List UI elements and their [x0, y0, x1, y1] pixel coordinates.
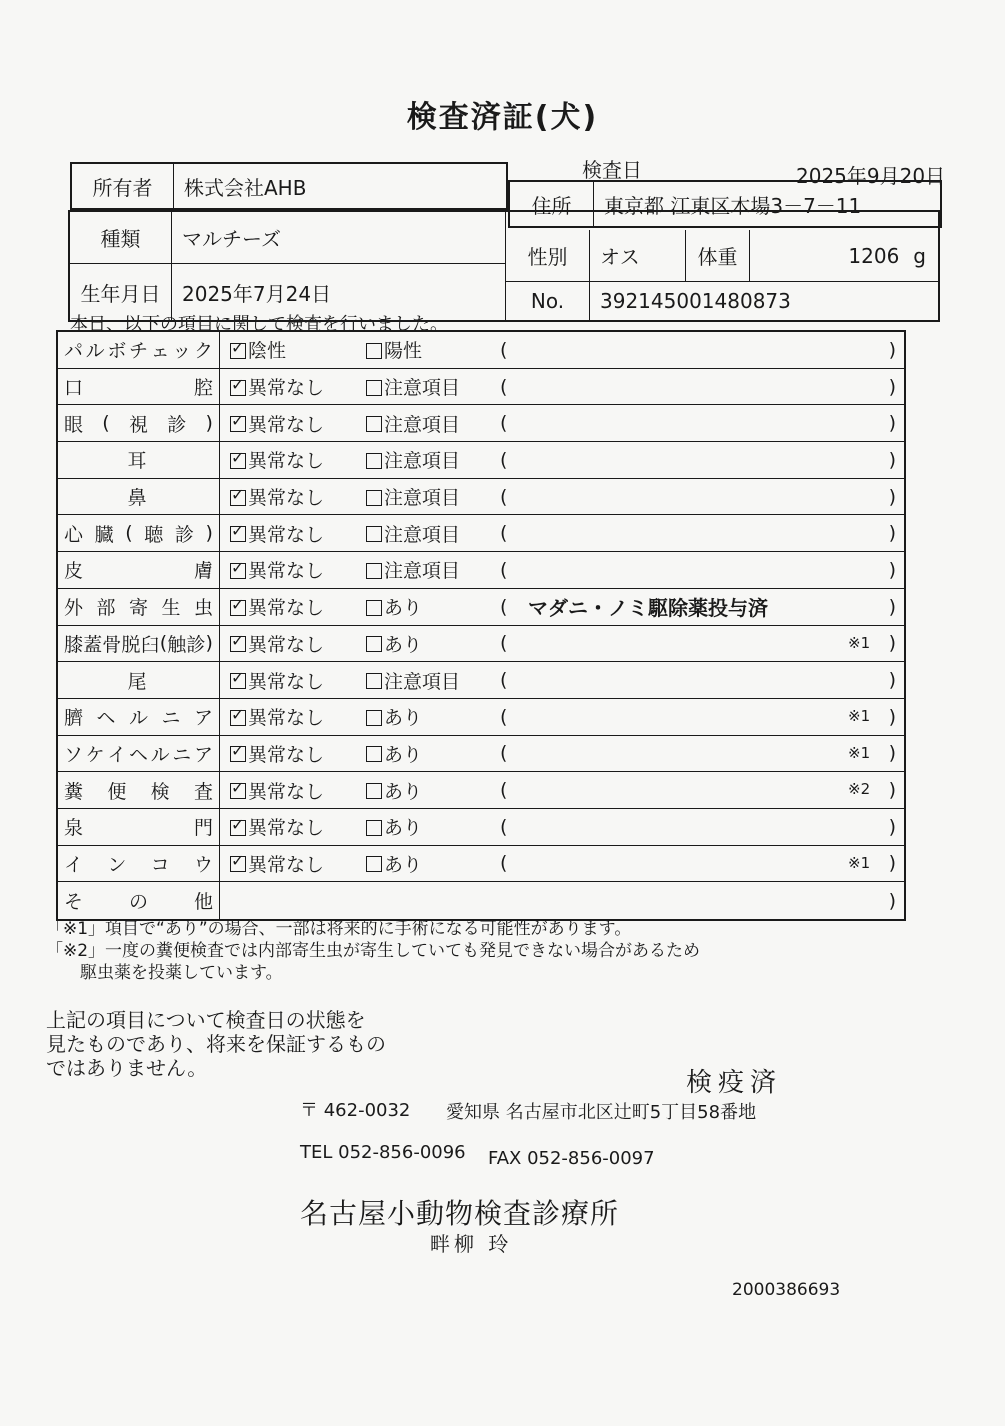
remark-paren-open: (	[500, 448, 508, 471]
exam-row	[58, 442, 904, 479]
exam-option-normal-label: 異常なし	[248, 707, 325, 730]
pet-info-box	[68, 210, 940, 322]
remark-paren-open: (	[500, 815, 508, 838]
breed-value: マルチーズ	[172, 212, 506, 264]
checkbox-checked-icon[interactable]	[230, 380, 246, 396]
remark-paren-close: )	[888, 632, 896, 655]
exam-item-label: 泉 門	[58, 809, 220, 845]
owner-value: 株式会社AHB	[184, 175, 307, 200]
checkbox-checked-icon[interactable]	[230, 416, 246, 432]
exam-item-label: 眼 ( 視 診 )	[58, 405, 220, 441]
exam-option-abnormal[interactable]	[366, 405, 460, 441]
exam-option-normal[interactable]	[230, 552, 324, 588]
checkbox-checked-icon[interactable]	[230, 746, 246, 762]
exam-option-abnormal-label: あり	[384, 743, 423, 766]
exam-option-normal[interactable]	[230, 589, 324, 625]
checkbox-empty-icon[interactable]	[366, 710, 382, 726]
exam-option-normal[interactable]	[230, 736, 324, 772]
exam-row	[58, 552, 904, 589]
checkbox-checked-icon[interactable]	[230, 710, 246, 726]
checkbox-checked-icon[interactable]	[230, 490, 246, 506]
birth-label: 生年月日	[70, 264, 172, 320]
footnote-mark: ※1	[848, 743, 871, 762]
exam-option-abnormal-label: 注意項目	[384, 377, 461, 400]
address-label: 住所	[510, 182, 594, 226]
remark-paren-close: )	[888, 889, 896, 912]
exam-option-abnormal-label: 注意項目	[384, 487, 461, 510]
exam-option-normal[interactable]	[230, 809, 324, 845]
remark-paren-open: (	[500, 485, 508, 508]
remark-paren-close: )	[888, 815, 896, 838]
checkbox-checked-icon[interactable]	[230, 673, 246, 689]
exam-option-normal-label: 異常なし	[248, 413, 325, 436]
postal-code: 〒 462-0032	[300, 1100, 411, 1121]
exam-option-normal[interactable]	[230, 515, 324, 551]
exam-item-label: 膝 蓋 骨 脱 臼 ( 触 診 )	[58, 626, 220, 662]
checkbox-empty-icon[interactable]	[366, 453, 382, 469]
exam-option-normal[interactable]	[230, 772, 324, 808]
checkbox-checked-icon[interactable]	[230, 820, 246, 836]
remark-paren-open: (	[500, 852, 508, 875]
exam-option-abnormal-label: あり	[384, 780, 423, 803]
footnote-2: 「※2」一度の糞便検査では内部寄生虫が寄生していても発見できない場合があるため	[46, 941, 701, 961]
exam-option-normal[interactable]	[230, 479, 324, 515]
exam-option-abnormal[interactable]	[366, 479, 460, 515]
exam-item-label: 皮 膚	[58, 552, 220, 588]
checkbox-checked-icon[interactable]	[230, 343, 246, 359]
exam-option-normal-label: 異常なし	[248, 597, 325, 620]
exam-row	[58, 515, 904, 552]
checkbox-empty-icon[interactable]	[366, 856, 382, 872]
footnote-mark: ※2	[848, 780, 871, 799]
address-value: 東京都 江東区木場3－7－11	[604, 193, 862, 218]
exam-item-label: 外 部 寄 生 虫	[58, 589, 220, 625]
exam-option-normal-label: 異常なし	[248, 523, 325, 546]
number-value: 392145001480873	[600, 289, 791, 313]
exam-item-label: ソ ケ イ ヘ ル ニ ア	[58, 736, 220, 772]
exam-row	[58, 405, 904, 442]
checkbox-checked-icon[interactable]	[230, 453, 246, 469]
owner-box	[70, 162, 508, 210]
exam-option-normal[interactable]	[230, 626, 324, 662]
remark-paren-close: )	[888, 338, 896, 361]
remark-paren-close: )	[888, 448, 896, 471]
exam-date-value: 2025年9月20日	[796, 164, 946, 188]
disclaimer	[46, 1008, 386, 1080]
remark-paren-close: )	[888, 522, 896, 545]
exam-option-normal[interactable]	[230, 332, 286, 368]
exam-option-abnormal[interactable]	[366, 332, 422, 368]
footnote-mark: ※1	[848, 633, 871, 652]
checkbox-checked-icon[interactable]	[230, 856, 246, 872]
exam-option-normal-label: 異常なし	[248, 633, 325, 656]
checkbox-checked-icon[interactable]	[230, 526, 246, 542]
exam-option-normal-label: 異常なし	[248, 450, 325, 473]
exam-item-label: 心 臓 ( 聴 診 )	[58, 515, 220, 551]
exam-row	[58, 662, 904, 699]
footnote-1: 「※1」項目で“あり”の場合、一部は将来的に手術になる可能性があります。	[46, 919, 632, 939]
exam-option-abnormal[interactable]	[366, 736, 422, 772]
clinic-name: 名古屋小動物検査診療所	[300, 1197, 620, 1230]
exam-option-abnormal-label: あり	[384, 707, 423, 730]
exam-option-normal[interactable]	[230, 442, 324, 478]
disclaimer-line-2: 見たものであり、将来を保証するもの	[46, 1032, 386, 1056]
remark-paren-close: )	[888, 852, 896, 875]
remark-paren-close: )	[888, 595, 896, 618]
remark-paren-open: (	[500, 558, 508, 581]
exam-row	[58, 369, 904, 406]
checkbox-empty-icon[interactable]	[366, 600, 382, 616]
clinic-fax: FAX 052-856-0097	[488, 1148, 655, 1169]
remark-paren-open: (	[500, 779, 508, 802]
checkbox-empty-icon[interactable]	[366, 820, 382, 836]
remark-paren-open: (	[500, 669, 508, 692]
weight-value: 1206	[848, 243, 900, 268]
exam-row	[58, 882, 904, 919]
remark-paren-close: )	[888, 412, 896, 435]
remark-paren-open: (	[500, 595, 508, 618]
remark-paren-close: )	[888, 779, 896, 802]
checkbox-empty-icon[interactable]	[366, 746, 382, 762]
breed-label: 種類	[70, 212, 172, 264]
exam-row	[58, 589, 904, 626]
footnotes	[46, 918, 700, 984]
remark-paren-close: )	[888, 375, 896, 398]
checkbox-empty-icon[interactable]	[366, 636, 382, 652]
exam-option-normal-label: 異常なし	[248, 743, 325, 766]
exam-option-abnormal-label: 注意項目	[384, 670, 461, 693]
birth-value: 2025年7月24日	[172, 264, 506, 320]
footnote-mark: ※1	[848, 853, 871, 872]
exam-option-normal[interactable]	[230, 369, 324, 405]
exam-option-abnormal-label: 陽性	[384, 340, 423, 363]
exam-option-abnormal-label: あり	[384, 817, 423, 840]
exam-option-abnormal[interactable]	[366, 809, 422, 845]
exam-option-normal-label: 異常なし	[248, 780, 325, 803]
exam-option-abnormal[interactable]	[366, 515, 460, 551]
remark-paren-open: (	[500, 632, 508, 655]
remark-paren-close: )	[888, 742, 896, 765]
remark-paren-open: (	[500, 742, 508, 765]
exam-item-label: 尾	[58, 662, 220, 698]
exam-item-label: 口 腔	[58, 369, 220, 405]
exam-option-abnormal[interactable]	[366, 699, 422, 735]
checkbox-empty-icon[interactable]	[366, 380, 382, 396]
exam-item-label: イ ン コ ウ	[58, 846, 220, 882]
exam-option-normal-label: 異常なし	[248, 670, 325, 693]
exam-option-abnormal-label: 注意項目	[384, 450, 461, 473]
quarantine-stamp: 検疫済	[686, 1068, 783, 1098]
exam-option-abnormal-label: あり	[384, 633, 423, 656]
exam-option-normal-label: 異常なし	[248, 853, 325, 876]
number-label: No.	[506, 282, 590, 320]
exam-option-normal[interactable]	[230, 662, 324, 698]
exam-option-abnormal[interactable]	[366, 662, 460, 698]
exam-row	[58, 332, 904, 369]
footnote-3: 駆虫薬を投薬しています。	[46, 963, 283, 983]
exam-option-abnormal-label: あり	[384, 597, 423, 620]
footnote-mark: ※1	[848, 707, 871, 725]
exam-option-normal-label: 異常なし	[248, 817, 325, 840]
exam-option-abnormal-label: 注意項目	[384, 413, 461, 436]
exam-item-label: 鼻	[58, 479, 220, 515]
exam-row	[58, 626, 904, 663]
exam-row	[58, 699, 904, 736]
exam-remark: マダニ・ノミ駆除薬投与済	[528, 596, 768, 621]
exam-item-label: 耳	[58, 442, 220, 478]
exam-option-normal-label: 異常なし	[248, 560, 325, 583]
exam-option-normal[interactable]	[230, 405, 324, 441]
clinic-tel: TEL 052-856-0096	[300, 1142, 466, 1163]
exam-row	[58, 772, 904, 809]
remark-paren-close: )	[888, 669, 896, 692]
exam-option-normal[interactable]	[230, 846, 324, 882]
exam-row	[58, 809, 904, 846]
exam-date-label: 検査日	[582, 158, 642, 182]
exam-option-normal-label: 陰性	[248, 340, 287, 363]
exam-option-abnormal[interactable]	[366, 442, 460, 478]
remark-paren-open: (	[500, 375, 508, 398]
exam-option-normal-label: 異常なし	[248, 377, 325, 400]
exam-row	[58, 479, 904, 516]
exam-item-label: そ の 他	[58, 882, 220, 919]
exam-option-abnormal[interactable]	[366, 589, 422, 625]
disclaimer-line-3: ではありません。	[46, 1056, 208, 1080]
exam-table	[56, 330, 906, 921]
checkbox-checked-icon[interactable]	[230, 783, 246, 799]
exam-option-abnormal[interactable]	[366, 369, 460, 405]
weight-label: 体重	[686, 230, 750, 282]
exam-item-label: パ ル ボ チ ェ ッ ク	[58, 332, 220, 368]
exam-option-abnormal-label: 注意項目	[384, 560, 461, 583]
checkbox-checked-icon[interactable]	[230, 563, 246, 579]
exam-intro: 本日、以下の項目に関して検査を行いました。	[70, 314, 448, 335]
remark-paren-close: )	[888, 705, 896, 728]
remark-paren-open: (	[500, 338, 508, 361]
exam-option-abnormal[interactable]	[366, 626, 422, 662]
checkbox-empty-icon[interactable]	[366, 490, 382, 506]
exam-option-abnormal-label: 注意項目	[384, 523, 461, 546]
checkbox-empty-icon[interactable]	[366, 416, 382, 432]
document-title: 検査済証(犬)	[406, 100, 599, 135]
serial-number: 2000386693	[732, 1280, 841, 1300]
checkbox-checked-icon[interactable]	[230, 600, 246, 616]
checkbox-empty-icon[interactable]	[366, 783, 382, 799]
owner-label: 所有者	[72, 164, 174, 208]
checkbox-empty-icon[interactable]	[366, 673, 382, 689]
weight-unit: g	[913, 243, 926, 268]
exam-item-label: 臍 ヘ ル ニ ア	[58, 699, 220, 735]
sex-label: 性別	[506, 230, 590, 282]
exam-option-normal[interactable]	[230, 699, 324, 735]
remark-paren-open: (	[500, 522, 508, 545]
weight-field	[750, 230, 938, 282]
doctor-name: 畔柳 玲	[430, 1232, 513, 1256]
sex-value: オス	[590, 230, 686, 282]
exam-option-abnormal[interactable]	[366, 772, 422, 808]
disclaimer-line-1: 上記の項目について検査日の状態を	[46, 1008, 366, 1032]
exam-option-normal-label: 異常なし	[248, 487, 325, 510]
exam-item-label: 糞 便 検 査	[58, 772, 220, 808]
exam-option-abnormal[interactable]	[366, 552, 460, 588]
remark-paren-close: )	[888, 558, 896, 581]
exam-row	[58, 846, 904, 883]
remark-paren-close: )	[888, 485, 896, 508]
remark-paren-open: (	[500, 412, 508, 435]
exam-row	[58, 736, 904, 773]
checkbox-empty-icon[interactable]	[366, 343, 382, 359]
checkbox-empty-icon[interactable]	[366, 526, 382, 542]
checkbox-checked-icon[interactable]	[230, 636, 246, 652]
exam-option-abnormal[interactable]	[366, 846, 422, 882]
exam-option-abnormal-label: あり	[384, 853, 423, 876]
checkbox-empty-icon[interactable]	[366, 563, 382, 579]
clinic-address: 愛知県 名古屋市北区辻町5丁目58番地	[446, 1102, 757, 1123]
remark-paren-open: (	[500, 705, 508, 728]
